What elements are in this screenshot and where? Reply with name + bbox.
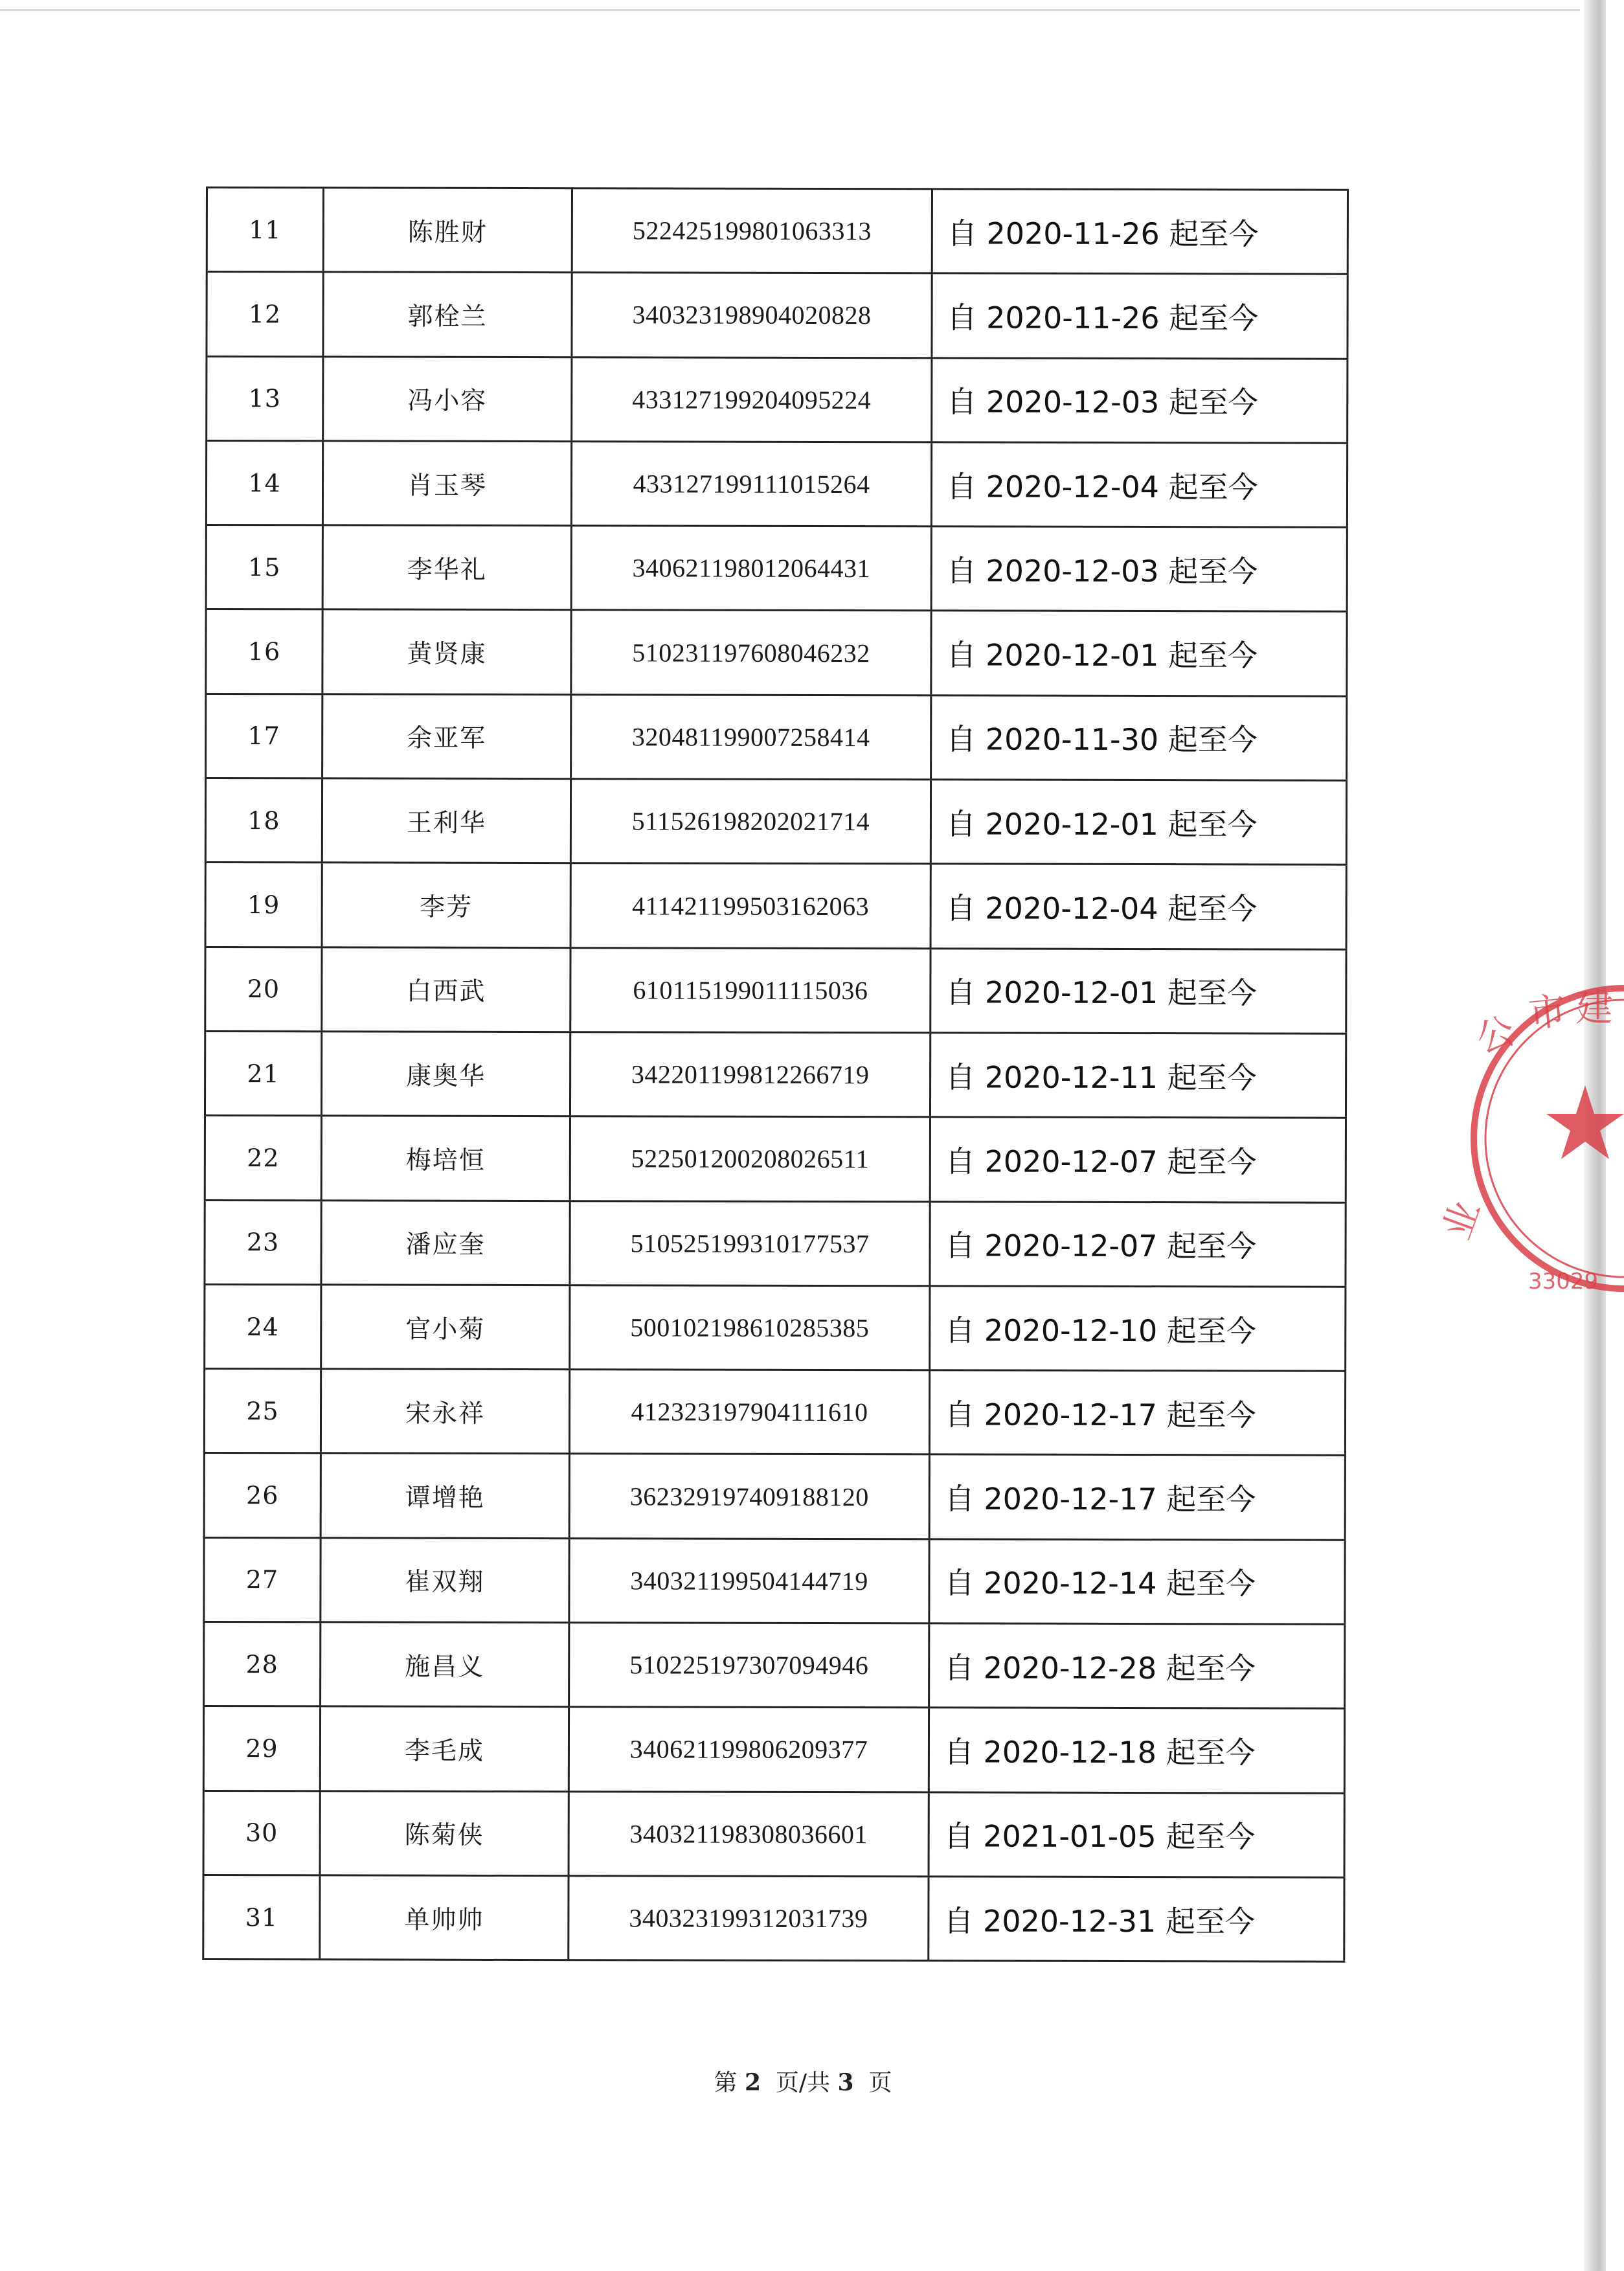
total-pages-number: 3 bbox=[837, 2069, 854, 2096]
id-number: 340321198308036601 bbox=[570, 1792, 930, 1875]
employee-name: 宋永祥 bbox=[322, 1370, 570, 1453]
employment-period: 自 2020-12-10 起至今 bbox=[930, 1287, 1346, 1370]
employee-name: 王利华 bbox=[323, 779, 572, 862]
id-number: 340323199312031739 bbox=[569, 1877, 929, 1960]
table-row bbox=[207, 526, 1348, 613]
employee-name: 李毛成 bbox=[321, 1708, 570, 1791]
row-number: 23 bbox=[205, 1201, 322, 1284]
employment-period: 自 2020-12-14 起至今 bbox=[930, 1540, 1346, 1623]
table-row bbox=[205, 1454, 1346, 1541]
employment-period: 自 2020-12-03 起至今 bbox=[932, 528, 1348, 611]
employment-period: 自 2020-12-18 起至今 bbox=[930, 1709, 1346, 1792]
table-row bbox=[207, 779, 1348, 866]
id-number: 433127199111015264 bbox=[572, 442, 932, 525]
id-number: 522425199801063313 bbox=[573, 189, 933, 272]
row-number: 29 bbox=[205, 1707, 321, 1790]
id-number: 510525199310177537 bbox=[570, 1202, 930, 1285]
id-number: 340621198012064431 bbox=[572, 526, 932, 609]
table-row bbox=[207, 442, 1348, 528]
employment-period: 自 2020-12-01 起至今 bbox=[932, 612, 1348, 695]
row-number: 11 bbox=[208, 188, 324, 271]
employment-period: 自 2020-12-04 起至今 bbox=[932, 865, 1348, 949]
table-row bbox=[207, 863, 1348, 950]
row-number: 26 bbox=[205, 1454, 322, 1537]
table-row bbox=[206, 1116, 1347, 1203]
employment-period: 自 2020-11-30 起至今 bbox=[932, 696, 1348, 780]
footer-suffix: 页 bbox=[868, 2070, 892, 2096]
official-seal-stamp bbox=[1434, 970, 1624, 1307]
id-number: 342201199812266719 bbox=[571, 1033, 931, 1116]
employee-name: 陈菊侠 bbox=[321, 1792, 570, 1875]
row-number: 25 bbox=[205, 1370, 322, 1452]
employee-name: 潘应奎 bbox=[322, 1201, 570, 1284]
id-number: 510231197608046232 bbox=[572, 611, 932, 694]
current-page-number: 2 bbox=[744, 2069, 761, 2096]
page-footer bbox=[0, 2064, 1606, 2097]
employment-period: 自 2020-12-03 起至今 bbox=[932, 359, 1348, 442]
seal-code-text: 33029 bbox=[1528, 1269, 1599, 1294]
employment-period: 自 2020-11-26 起至今 bbox=[933, 190, 1349, 273]
id-number: 411421199503162063 bbox=[572, 864, 932, 947]
row-number: 21 bbox=[206, 1032, 322, 1115]
row-number: 24 bbox=[205, 1285, 322, 1368]
id-number: 412323197904111610 bbox=[570, 1370, 930, 1453]
row-number: 28 bbox=[205, 1623, 321, 1706]
table-row bbox=[205, 1201, 1346, 1288]
table-row bbox=[207, 273, 1348, 359]
row-number: 15 bbox=[207, 526, 324, 609]
employee-name: 余亚军 bbox=[323, 695, 572, 778]
employee-name: 郭栓兰 bbox=[324, 273, 572, 356]
table-row bbox=[207, 695, 1348, 782]
row-number: 12 bbox=[207, 273, 324, 356]
id-number: 433127199204095224 bbox=[572, 358, 932, 441]
employment-period: 自 2020-12-01 起至今 bbox=[931, 949, 1347, 1033]
svg-text:建: 建 bbox=[1575, 986, 1614, 1030]
employee-name: 黄贤康 bbox=[323, 611, 572, 694]
table-row bbox=[205, 1285, 1346, 1372]
employment-period: 自 2020-12-07 起至今 bbox=[931, 1118, 1347, 1202]
id-number: 362329197409188120 bbox=[570, 1455, 930, 1538]
id-number: 510225197307094946 bbox=[570, 1623, 930, 1706]
employment-period: 自 2020-12-17 起至今 bbox=[930, 1372, 1346, 1455]
table-row bbox=[205, 1623, 1346, 1710]
employment-period: 自 2020-12-28 起至今 bbox=[930, 1624, 1346, 1708]
table-row bbox=[207, 610, 1348, 697]
table-row bbox=[205, 1370, 1346, 1456]
employee-name: 单帅帅 bbox=[321, 1876, 569, 1959]
employment-period: 自 2020-12-07 起至今 bbox=[930, 1203, 1346, 1286]
row-number: 27 bbox=[205, 1539, 321, 1621]
employee-name: 康奥华 bbox=[322, 1032, 571, 1115]
employment-period: 自 2020-12-31 起至今 bbox=[929, 1877, 1345, 1961]
employee-name: 崔双翔 bbox=[321, 1539, 570, 1621]
row-number: 13 bbox=[207, 357, 324, 440]
employee-name: 冯小容 bbox=[324, 357, 572, 440]
employee-name: 李芳 bbox=[323, 864, 572, 947]
id-number: 610115199011115036 bbox=[571, 949, 931, 1032]
table-row bbox=[206, 948, 1347, 1035]
id-number: 340321199504144719 bbox=[570, 1539, 930, 1622]
employee-name: 梅培恒 bbox=[322, 1117, 571, 1200]
employee-name: 施昌义 bbox=[321, 1623, 570, 1706]
row-number: 22 bbox=[206, 1116, 322, 1199]
row-number: 17 bbox=[207, 695, 323, 778]
employee-name: 李华礼 bbox=[324, 526, 572, 609]
table-row bbox=[205, 1792, 1346, 1879]
table-row bbox=[204, 1876, 1345, 1963]
employment-period: 自 2020-11-26 起至今 bbox=[932, 275, 1348, 358]
row-number: 19 bbox=[207, 863, 323, 946]
id-number: 320481199007258414 bbox=[572, 695, 932, 778]
id-number: 522501200208026511 bbox=[571, 1117, 931, 1200]
row-number: 31 bbox=[204, 1876, 321, 1959]
row-number: 30 bbox=[205, 1792, 321, 1875]
id-number: 340621199806209377 bbox=[570, 1708, 930, 1791]
row-number: 16 bbox=[207, 610, 323, 693]
table-row bbox=[206, 1032, 1347, 1119]
employment-period: 自 2021-01-05 起至今 bbox=[930, 1793, 1346, 1877]
employee-name: 谭增艳 bbox=[322, 1454, 570, 1537]
row-number: 18 bbox=[207, 779, 323, 862]
table-row bbox=[205, 1539, 1346, 1625]
footer-prefix: 第 bbox=[714, 2070, 738, 2096]
employee-table bbox=[202, 186, 1349, 1963]
id-number: 500102198610285385 bbox=[570, 1286, 930, 1369]
employee-name: 肖玉琴 bbox=[324, 442, 572, 525]
table-row bbox=[207, 357, 1348, 444]
id-number: 511526198202021714 bbox=[572, 780, 932, 863]
employee-name: 白西武 bbox=[322, 948, 571, 1031]
svg-text:业: 业 bbox=[1434, 1195, 1489, 1245]
employee-name: 官小菊 bbox=[322, 1285, 570, 1368]
footer-middle: 页/共 bbox=[775, 2070, 831, 2096]
id-number: 340323198904020828 bbox=[572, 273, 932, 356]
employee-name: 陈胜财 bbox=[324, 188, 573, 271]
row-number: 20 bbox=[206, 948, 322, 1031]
table-row bbox=[208, 188, 1349, 275]
employment-period: 自 2020-12-17 起至今 bbox=[930, 1456, 1346, 1539]
employment-period: 自 2020-12-04 起至今 bbox=[932, 443, 1348, 526]
scan-top-edge bbox=[0, 9, 1580, 11]
svg-text:市: 市 bbox=[1526, 988, 1569, 1036]
row-number: 14 bbox=[207, 442, 324, 525]
employment-period: 自 2020-12-11 起至今 bbox=[931, 1034, 1347, 1117]
employment-period: 自 2020-12-01 起至今 bbox=[932, 780, 1348, 864]
table-row bbox=[205, 1707, 1346, 1794]
svg-text:公: 公 bbox=[1471, 1008, 1520, 1062]
